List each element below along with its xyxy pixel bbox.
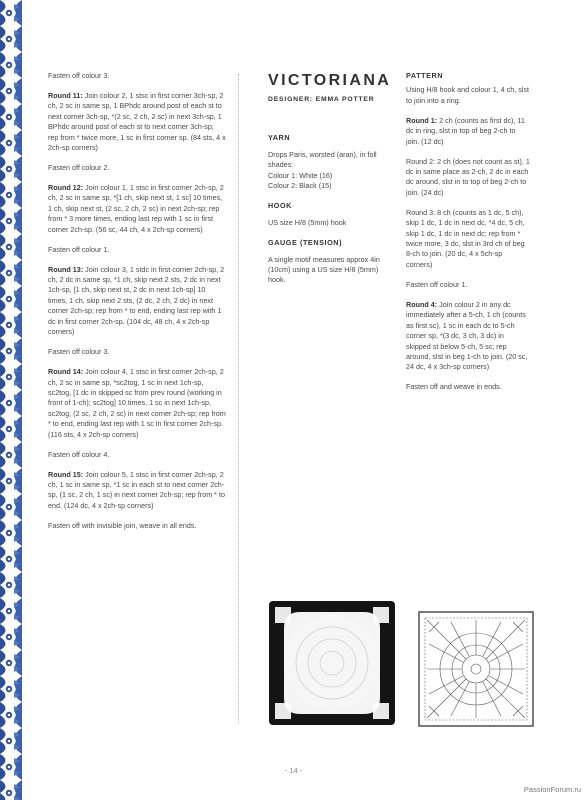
right-column — [406, 71, 530, 402]
pattern-para-round-3: Round 3: 8 ch (counts as 1 dc, 5 ch), skip 1 dc, 1 dc in next dc, *4 dc, 5 ch, skip 1 dc, 1 dc in next dc; rep from * twice more, 3 dc, slst in 3rd ch of beg 8-ch to join. (20 dc, 4 x 5ch-sp corners) — [406, 207, 525, 269]
left-column — [48, 71, 226, 541]
left-para-round-14: Round 14: Join colour 4, 1 stsc in first corner 2ch-sp, 2 ch, 2 sc in same sp, *sc2tog, 1 sc in next 1ch-sp, sc2tog, [1 dc in skipped sc from prev round (working in front of 1-ch); sc2tog] 10 times, 1 sc in next 1ch-sp, sc2tog, (2 sc, 2 ch, 2 sc) in next corner 2ch-sp; rep from * to end, ending last rep with 1 sc in first corner 2ch-sp. (116 sts, 4 x 2ch-sp corners) — [48, 367, 226, 439]
column-divider — [238, 74, 239, 724]
gauge-text: A single motif measures approx 4in (10cm) using a US size H/8 (5mm) hook. — [268, 254, 380, 285]
watermark: PassionForum.ru — [523, 785, 581, 794]
left-para-10: Fasten off with invisible join, weave in all ends. — [48, 520, 197, 530]
left-para-round-15: Round 15: Join colour 5, 1 stsc in first corner 2ch-sp, 2 ch, 1 sc in same sp, *1 sc in each st to next corner 2ch-sp, (1 sc, 2 ch, 1 sc) in next corner 2ch-sp; rep from * to end. (124 dc, 4 x 2ch-sp corners) — [48, 469, 225, 510]
yarn-heading: YARN — [268, 133, 291, 143]
pattern-para-round-2: Round 2: 2 ch (does not count as st), 1 dc in same place as 2-ch, 2 dc in each dc around, slst in to top of beg 2-ch to join. (24 dc) — [406, 156, 530, 197]
left-para-4: Fasten off colour 1. — [48, 244, 110, 254]
crochet-symbol-chart — [417, 610, 535, 728]
pattern-para-round-4: Round 4: Join colour 2 in any dc immediately after a 5-ch, 1 ch (counts as first sc), 1 sc in each dc to 5-ch corner sp, *(3 dc, 3 ch, 3 dc) in skipped st below 5-ch, 5 sc; rep around, slst in beg 1-ch to join. (20 sc, 24 dc, 4 x 3ch-sp corners) — [406, 299, 528, 372]
hook-text: US size H/8 (5mm) hook — [268, 217, 347, 227]
yarn-line: Colour 1: White (16) — [268, 170, 333, 180]
left-para-round-11: Round 11: Join colour 2, 1 stsc in first corner 3ch-sp, 2 ch, 2 sc in same sp, 1 BPhdc around post of each st to next corner 3ch-sp, *(2 sc, 2 ch, 2 sc) in next 3ch-sp, 1 BPhdc around post of each st to next corner 3ch-sp; rep from * twice more, 1 sc in first corner sp. (84 sts, 4 x 2ch-sp corners) — [48, 91, 226, 153]
left-para-0: Fasten off colour 3. — [48, 71, 110, 80]
pattern-title: VICTORIANA — [268, 72, 392, 89]
middle-column — [268, 71, 396, 286]
page-number: - 14 - — [284, 766, 303, 775]
left-para-round-12: Round 12: Join colour 1, 1 stsc in first corner 2ch-sp, 2 ch, 2 sc in same sp, *[1 ch, skip next st, 1 sc] 10 times, 1 ch, skip next st, (2 sc, 2 ch, 2 sc) in next 2ch-sp; rep from * 3 more times, ending last rep with 1 sc in first corner 2ch-sp. (56 sc, 44 ch, 4 x 2ch-sp corners) — [48, 183, 224, 234]
tile-pattern-icon — [0, 0, 22, 800]
pattern-para: Fasten off and weave in ends. — [406, 382, 502, 392]
gauge-heading: GAUGE (TENSION) — [268, 238, 343, 248]
crochet-square-photo — [266, 598, 398, 728]
pattern-para-round-1: Round 1: 2 ch (counts as first dc), 11 dc in ring, slst in top of beg 2-ch to join. (12 dc) — [406, 115, 525, 146]
left-para-round-13: Round 13: Join colour 3, 1 stdc in first corner 2ch-sp, 2 ch, 2 dc in same sp, *1 ch, skip next 2 sts, 2 dc in next 1ch-sp, [1 ch, skip next st, 2 dc in next 1ch-sp] 10 times, 1 ch, skip next 2 sts, (2 dc, 2 ch, 2 dc) in next corner 2ch-sp; rep from * to end, ending last rep with 1 dc in first corner 2ch-sp. (104 dc, 48 ch, 4 x 2ch-sp corners) — [48, 264, 225, 337]
hook-heading: HOOK — [268, 201, 292, 211]
yarn-line: Drops Paris, worsted (aran), in foll shades: — [268, 149, 377, 170]
left-para-8: Fasten off colour 4. — [48, 449, 110, 459]
decorative-border — [0, 0, 22, 800]
pattern-heading: PATTERN — [406, 71, 444, 80]
pattern-para: Fasten off colour 1. — [406, 279, 468, 289]
left-para-6: Fasten off colour 3. — [48, 347, 110, 357]
designer-credit: DESIGNER: EMMA POTTER — [268, 96, 375, 103]
left-para-2: Fasten off colour 2. — [48, 163, 110, 173]
yarn-line: Colour 2: Black (15) — [268, 181, 332, 191]
pattern-para: Using H/8 hook and colour 1, 4 ch, slst to join into a ring. — [406, 85, 530, 105]
